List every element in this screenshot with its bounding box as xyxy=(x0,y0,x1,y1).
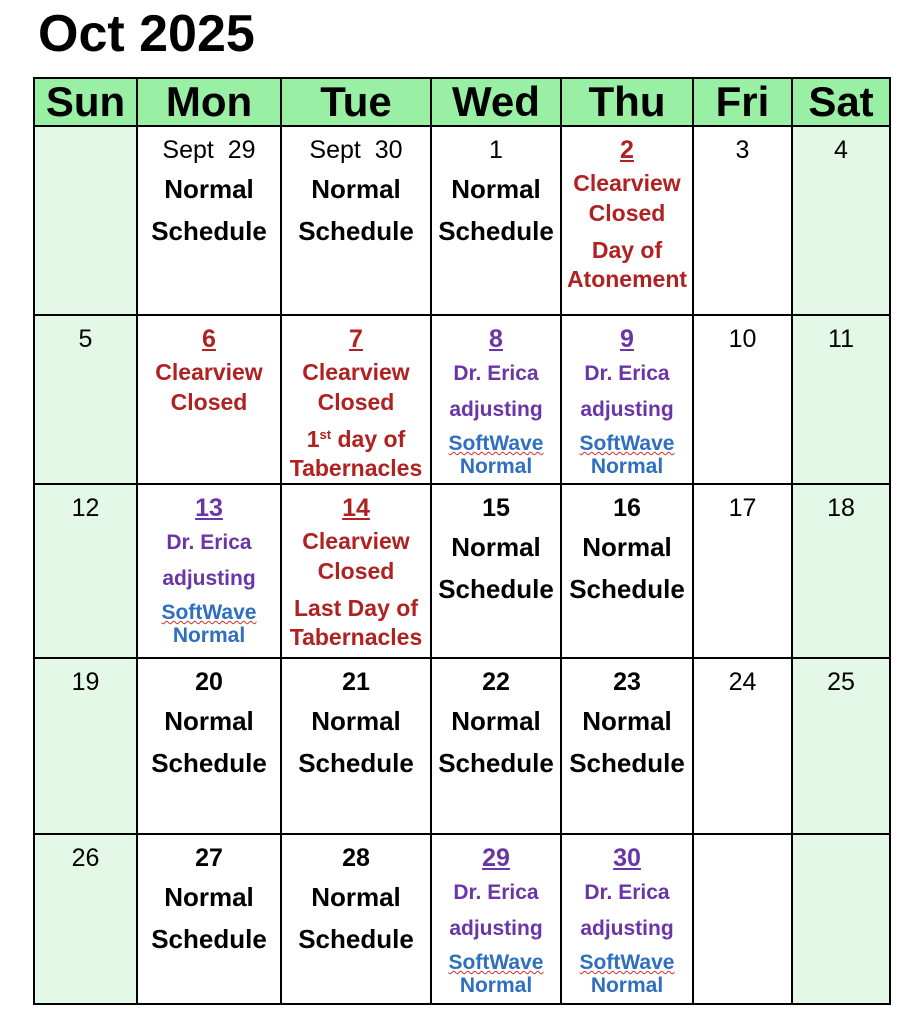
weekday-header-row xyxy=(34,78,890,126)
schedule-text: Normal xyxy=(451,174,541,204)
doctor-text: adjusting xyxy=(580,398,674,421)
day-content xyxy=(432,127,560,251)
day-cell xyxy=(431,658,561,834)
softwave-label: SoftWave xyxy=(579,951,675,974)
day-number: 14 xyxy=(342,494,370,522)
day-cell xyxy=(693,126,792,315)
day-content xyxy=(35,127,136,133)
day-content xyxy=(793,485,889,525)
weekday-header: Wed xyxy=(431,78,561,126)
day-cell xyxy=(281,658,431,834)
holiday-text: Day of Atonement xyxy=(566,237,688,292)
day-cell xyxy=(137,658,281,834)
day-cell xyxy=(34,315,137,484)
holiday-text: Last Day of Tabernacles xyxy=(289,595,423,650)
day-content xyxy=(35,659,136,699)
day-cell xyxy=(281,484,431,658)
day-number: 26 xyxy=(71,844,100,872)
day-number: 30 xyxy=(613,844,641,872)
holiday-text xyxy=(282,425,430,483)
day-cell xyxy=(431,484,561,658)
doctor-text: adjusting xyxy=(162,567,256,590)
day-cell xyxy=(693,658,792,834)
weekday-header: Thu xyxy=(561,78,693,126)
week-row xyxy=(34,484,890,658)
day-content xyxy=(432,835,560,997)
day-number: 6 xyxy=(202,325,216,353)
softwave-status: Normal xyxy=(459,455,533,478)
doctor-text: Dr. Erica xyxy=(453,881,539,904)
week-row xyxy=(34,315,890,484)
softwave-label: SoftWave xyxy=(161,601,257,624)
closed-text: Closed xyxy=(170,389,248,415)
day-content xyxy=(793,127,889,167)
day-content xyxy=(282,127,430,251)
day-number: 28 xyxy=(342,844,370,872)
holiday-label: day of xyxy=(331,426,406,452)
schedule-text: Normal xyxy=(451,706,541,736)
day-number: 23 xyxy=(613,668,641,696)
day-cell xyxy=(693,315,792,484)
day-content xyxy=(562,485,692,609)
day-number: 29 xyxy=(482,844,510,872)
day-content xyxy=(282,485,430,652)
day-number: 10 xyxy=(728,325,757,353)
page-title: Oct 2025 xyxy=(38,5,255,63)
closed-text: Clearview xyxy=(302,359,410,385)
closed-text: Clearview xyxy=(302,528,410,554)
day-content xyxy=(138,127,280,251)
day-number: Sept 30 xyxy=(309,136,403,164)
softwave-status: Normal xyxy=(590,974,664,997)
week-row xyxy=(34,834,890,1004)
day-cell xyxy=(137,484,281,658)
doctor-text: adjusting xyxy=(449,398,543,421)
day-cell xyxy=(137,126,281,315)
weekday-header: Sun xyxy=(34,78,137,126)
day-cell xyxy=(281,126,431,315)
day-content xyxy=(694,316,791,356)
day-content xyxy=(138,835,280,959)
day-content xyxy=(35,316,136,356)
day-cell xyxy=(792,484,890,658)
weekday-header: Tue xyxy=(281,78,431,126)
day-cell xyxy=(431,126,561,315)
day-content xyxy=(138,659,280,783)
day-content xyxy=(282,316,430,483)
week-row xyxy=(34,658,890,834)
day-number: 2 xyxy=(620,136,634,164)
softwave-label: SoftWave xyxy=(579,432,675,455)
day-number: 7 xyxy=(349,325,363,353)
schedule-text: Schedule xyxy=(569,574,685,604)
softwave-status: Normal xyxy=(172,624,246,647)
day-content xyxy=(562,659,692,783)
doctor-text: Dr. Erica xyxy=(584,362,670,385)
day-number: 16 xyxy=(613,494,641,522)
day-content xyxy=(282,835,430,959)
day-content xyxy=(793,835,889,841)
closed-text: Clearview xyxy=(155,359,263,385)
day-cell xyxy=(792,834,890,1004)
day-content xyxy=(562,127,692,294)
day-cell xyxy=(34,658,137,834)
day-cell xyxy=(137,315,281,484)
closed-text: Clearview xyxy=(573,170,681,196)
day-content xyxy=(138,316,280,416)
closed-text: Closed xyxy=(317,558,395,584)
day-cell xyxy=(561,126,693,315)
day-number: 17 xyxy=(728,494,757,522)
softwave-label: SoftWave xyxy=(448,951,544,974)
day-content xyxy=(432,316,560,478)
day-cell xyxy=(792,658,890,834)
day-content xyxy=(694,127,791,167)
day-cell xyxy=(561,658,693,834)
doctor-text: Dr. Erica xyxy=(166,531,252,554)
day-number: 3 xyxy=(735,136,750,164)
schedule-text: Schedule xyxy=(298,216,414,246)
day-content xyxy=(35,485,136,525)
weekday-header: Fri xyxy=(693,78,792,126)
day-cell xyxy=(281,834,431,1004)
day-cell xyxy=(34,484,137,658)
schedule-text: Normal xyxy=(582,532,672,562)
day-cell xyxy=(137,834,281,1004)
calendar-grid xyxy=(33,77,891,1005)
day-content xyxy=(694,485,791,525)
day-content xyxy=(694,659,791,699)
softwave-status: Normal xyxy=(459,974,533,997)
day-cell xyxy=(792,315,890,484)
doctor-text: Dr. Erica xyxy=(453,362,539,385)
day-cell xyxy=(34,126,137,315)
day-number: 19 xyxy=(71,668,100,696)
day-number: 5 xyxy=(78,325,93,353)
schedule-text: Normal xyxy=(164,174,254,204)
day-content xyxy=(282,659,430,783)
schedule-text: Normal xyxy=(311,882,401,912)
doctor-text: adjusting xyxy=(449,917,543,940)
closed-text: Closed xyxy=(317,389,395,415)
schedule-text: Schedule xyxy=(438,216,554,246)
closed-text: Closed xyxy=(588,200,666,226)
day-number: 1 xyxy=(489,136,503,164)
day-cell xyxy=(281,315,431,484)
day-number: 25 xyxy=(827,668,855,696)
schedule-text: Schedule xyxy=(151,924,267,954)
day-number: 8 xyxy=(489,325,503,353)
week-row xyxy=(34,126,890,315)
weekday-header: Mon xyxy=(137,78,281,126)
day-number: 18 xyxy=(827,494,855,522)
day-cell xyxy=(561,315,693,484)
holiday-ordinal: 1 xyxy=(306,426,320,452)
schedule-text: Schedule xyxy=(298,748,414,778)
schedule-text: Normal xyxy=(311,706,401,736)
day-number: 21 xyxy=(342,668,370,696)
softwave-status: Normal xyxy=(590,455,664,478)
day-number: 9 xyxy=(620,325,634,353)
day-cell xyxy=(431,315,561,484)
day-content xyxy=(138,485,280,647)
doctor-text: adjusting xyxy=(580,917,674,940)
day-cell xyxy=(792,126,890,315)
day-cell xyxy=(561,484,693,658)
schedule-text: Schedule xyxy=(438,574,554,604)
schedule-text: Schedule xyxy=(438,748,554,778)
day-cell xyxy=(693,834,792,1004)
day-content xyxy=(793,659,889,699)
day-cell xyxy=(431,834,561,1004)
schedule-text: Normal xyxy=(311,174,401,204)
day-number: 22 xyxy=(482,668,510,696)
schedule-text: Schedule xyxy=(298,924,414,954)
day-number: 15 xyxy=(482,494,510,522)
day-number: 4 xyxy=(834,136,848,164)
schedule-text: Schedule xyxy=(151,748,267,778)
doctor-text: Dr. Erica xyxy=(584,881,670,904)
holiday-label: Tabernacles xyxy=(289,455,423,481)
schedule-text: Schedule xyxy=(151,216,267,246)
weekday-header: Sat xyxy=(792,78,890,126)
schedule-text: Normal xyxy=(164,882,254,912)
day-number: 27 xyxy=(195,844,223,872)
day-number: 24 xyxy=(728,668,757,696)
day-cell xyxy=(34,834,137,1004)
holiday-ordinal-suffix: st xyxy=(319,427,332,442)
day-content xyxy=(562,835,692,997)
day-content xyxy=(432,485,560,609)
day-number: Sept 29 xyxy=(162,136,256,164)
day-content xyxy=(35,835,136,875)
day-cell xyxy=(693,484,792,658)
schedule-text: Normal xyxy=(582,706,672,736)
schedule-text: Normal xyxy=(451,532,541,562)
day-content xyxy=(432,659,560,783)
day-number: 11 xyxy=(828,325,854,353)
day-cell xyxy=(561,834,693,1004)
day-number: 13 xyxy=(195,494,223,522)
schedule-text: Schedule xyxy=(569,748,685,778)
day-content xyxy=(694,835,791,841)
schedule-text: Normal xyxy=(164,706,254,736)
day-content xyxy=(562,316,692,478)
day-number: 20 xyxy=(195,668,223,696)
softwave-label: SoftWave xyxy=(448,432,544,455)
day-number: 12 xyxy=(71,494,100,522)
day-content xyxy=(793,316,889,356)
